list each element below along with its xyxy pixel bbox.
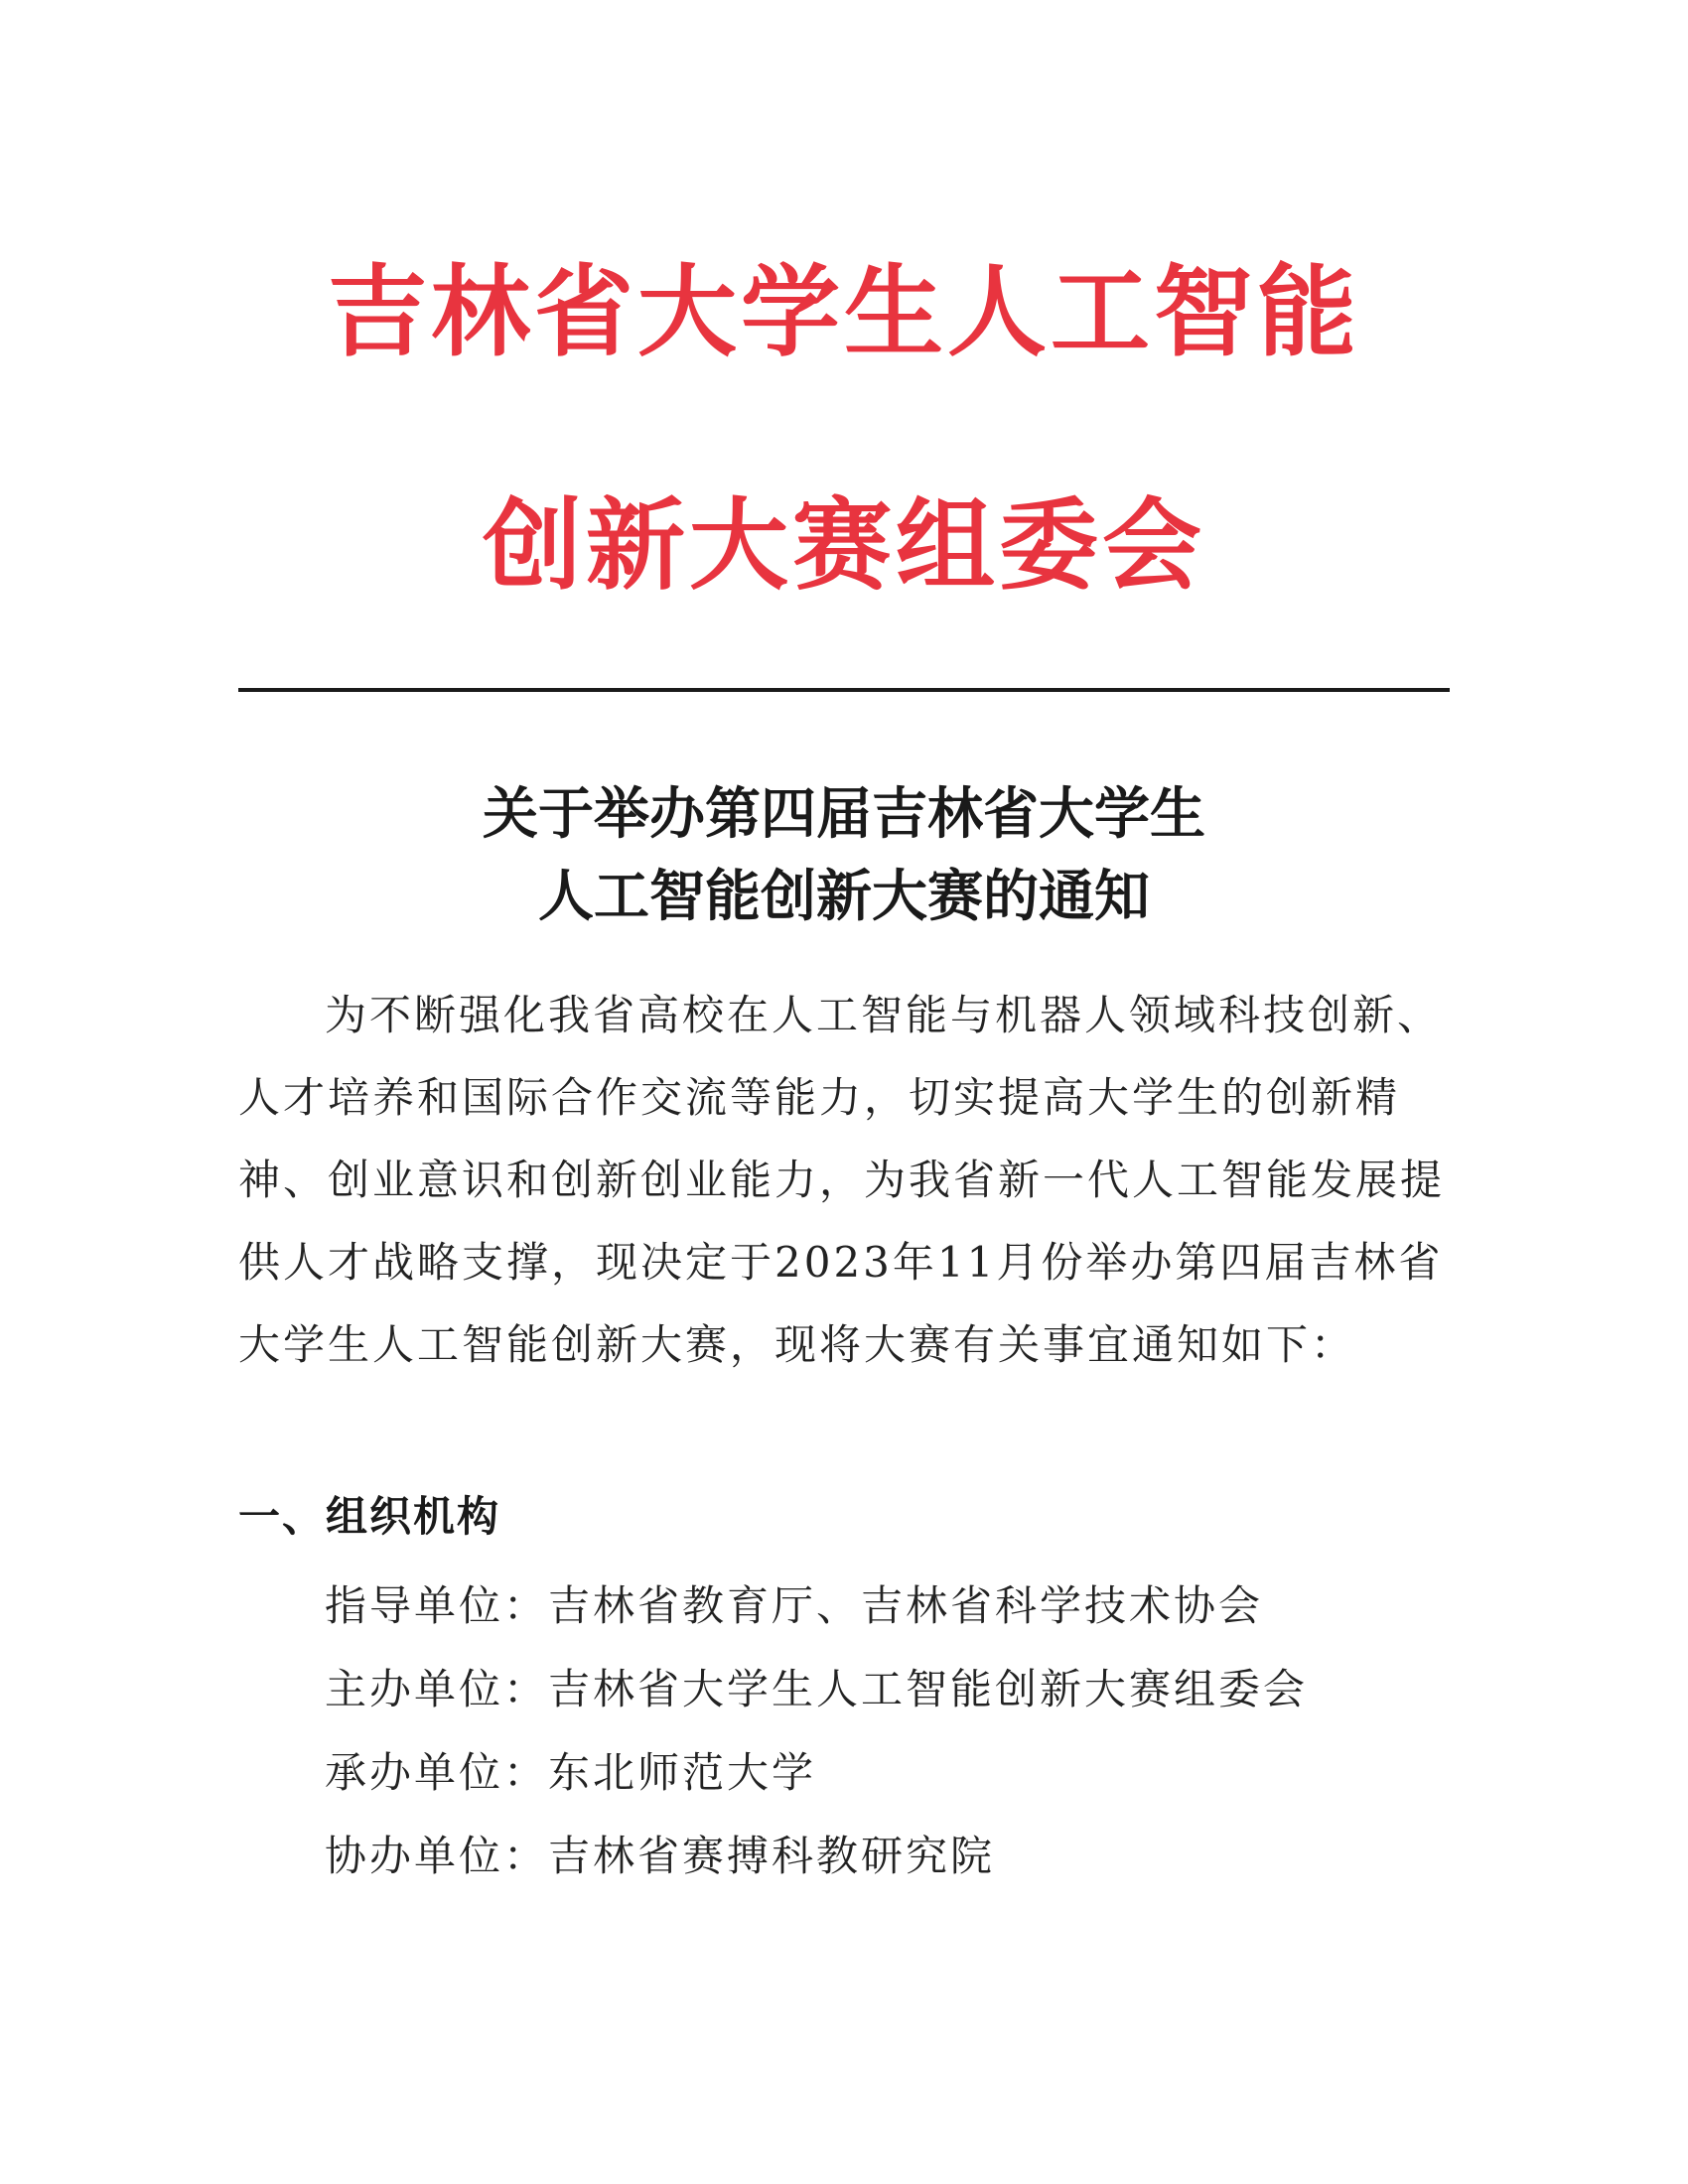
section-heading-organization: 一、组织机构 xyxy=(238,1492,501,1541)
org-row-host-unit: 主办单位：吉林省大学生人工智能创新大赛组委会 xyxy=(325,1665,1309,1713)
notice-title-line2: 人工智能创新大赛的通知 xyxy=(538,864,1150,929)
body-paragraph-line-5: 大学生人工智能创新大赛，现将大赛有关事宜通知如下： xyxy=(238,1320,1356,1369)
body-paragraph-line-4: 供人才战略支撑，现决定于2023年11月份举办第四届吉林省 xyxy=(238,1238,1444,1287)
body-paragraph-line-1: 为不断强化我省高校在人工智能与机器人领域科技创新、 xyxy=(325,991,1443,1039)
org-header-line2: 创新大赛组委会 xyxy=(483,487,1205,604)
org-header-line1: 吉林省大学生人工智能 xyxy=(328,254,1360,370)
header-divider xyxy=(238,688,1450,692)
body-paragraph-line-3: 神、创业意识和创新创业能力，为我省新一代人工智能发展提 xyxy=(238,1156,1446,1204)
org-row-guidance-unit: 指导单位：吉林省教育厅、吉林省科学技术协会 xyxy=(325,1581,1264,1630)
org-row-co-organizer-unit: 协办单位：吉林省赛搏科教研究院 xyxy=(325,1832,996,1880)
notice-title-line1: 关于举办第四届吉林省大学生 xyxy=(483,781,1205,847)
org-row-organizer-unit: 承办单位：东北师范大学 xyxy=(325,1748,817,1797)
body-paragraph-line-2: 人才培养和国际合作交流等能力，切实提高大学生的创新精 xyxy=(238,1073,1401,1122)
